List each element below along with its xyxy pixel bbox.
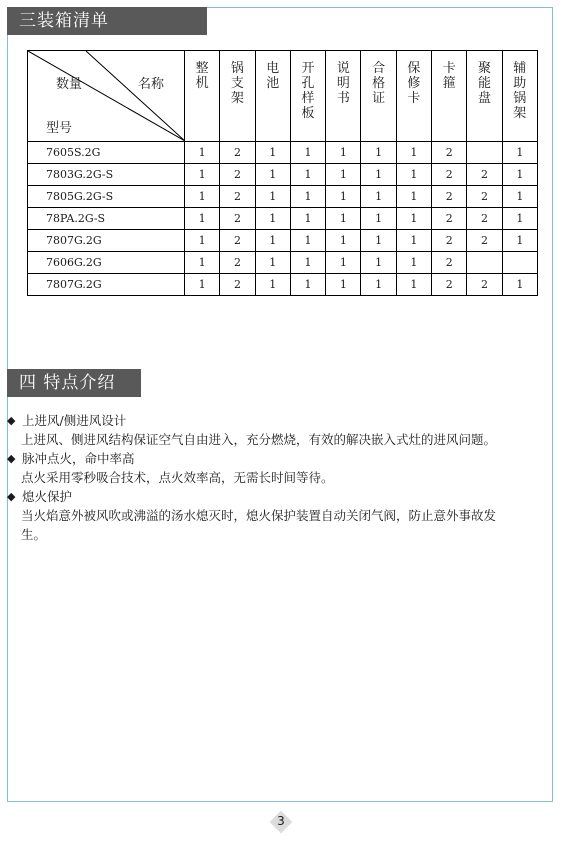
quantity-cell: 1 [255, 230, 290, 252]
quantity-cell: 1 [255, 274, 290, 296]
table-row [28, 164, 538, 186]
quantity-cell: 2 [467, 208, 502, 230]
feature-title: 上进风/侧进风设计 [22, 413, 127, 428]
quantity-cell: 2 [432, 230, 467, 252]
packing-list-header: 三装箱清单 [7, 7, 207, 35]
quantity-cell: 2 [220, 230, 255, 252]
corner-label-name: 名称 [138, 77, 165, 92]
table-row [28, 208, 538, 230]
quantity-cell: 2 [432, 208, 467, 230]
quantity-cell: 1 [326, 230, 361, 252]
quantity-cell: 1 [290, 164, 325, 186]
quantity-cell: 1 [361, 274, 396, 296]
quantity-cell [502, 252, 537, 274]
column-header: 合格证 [361, 51, 396, 142]
diamond-bullet-icon: ◆ [7, 414, 16, 427]
corner-label-model: 型号 [46, 121, 73, 136]
quantity-cell: 1 [361, 252, 396, 274]
quantity-cell: 1 [185, 186, 220, 208]
quantity-cell: 1 [255, 208, 290, 230]
column-header: 锅支架 [220, 51, 255, 142]
quantity-cell: 2 [220, 186, 255, 208]
quantity-cell: 1 [361, 208, 396, 230]
column-header: 卡箍 [432, 51, 467, 142]
quantity-cell: 1 [290, 186, 325, 208]
page-number: 3 [270, 811, 292, 833]
quantity-cell: 1 [502, 186, 537, 208]
corner-label-quantity: 数量 [56, 77, 83, 92]
model-cell: 7803G.2G-S [28, 164, 185, 186]
feature-description: 当火焰意外被风吹或沸溢的汤水熄灭时，熄火保护装置自动关闭气阀，防止意外事故发生。 [21, 508, 497, 542]
table-corner-header [28, 51, 185, 142]
model-cell: 7807G.2G [28, 230, 185, 252]
quantity-cell: 1 [185, 274, 220, 296]
feature-item [7, 411, 517, 449]
quantity-cell: 1 [290, 208, 325, 230]
feature-item [7, 487, 517, 544]
quantity-cell: 1 [185, 142, 220, 164]
quantity-cell: 1 [255, 252, 290, 274]
quantity-cell: 2 [467, 230, 502, 252]
quantity-cell: 1 [326, 186, 361, 208]
quantity-cell: 1 [502, 164, 537, 186]
quantity-cell: 2 [467, 164, 502, 186]
quantity-cell: 1 [185, 164, 220, 186]
column-header: 辅助锅架 [502, 51, 537, 142]
feature-item [7, 449, 517, 487]
quantity-cell: 2 [432, 186, 467, 208]
quantity-cell: 1 [185, 230, 220, 252]
table-row [28, 142, 538, 164]
quantity-cell: 1 [396, 208, 431, 230]
quantity-cell: 1 [185, 208, 220, 230]
quantity-cell: 2 [220, 142, 255, 164]
quantity-cell: 2 [432, 252, 467, 274]
table-row [28, 186, 538, 208]
column-header: 电池 [255, 51, 290, 142]
quantity-cell: 2 [467, 274, 502, 296]
quantity-cell: 1 [361, 142, 396, 164]
table-row [28, 274, 538, 296]
feature-description: 上进风、侧进风结构保证空气自由进入，充分燃烧，有效的解决嵌入式灶的进风问题。 [21, 432, 497, 447]
quantity-cell: 1 [396, 186, 431, 208]
quantity-cell: 1 [185, 252, 220, 274]
quantity-cell: 1 [502, 230, 537, 252]
quantity-cell: 1 [290, 142, 325, 164]
quantity-cell: 1 [255, 164, 290, 186]
quantity-cell: 2 [432, 142, 467, 164]
quantity-cell: 1 [361, 230, 396, 252]
column-header: 说明书 [326, 51, 361, 142]
quantity-cell: 1 [502, 274, 537, 296]
quantity-cell: 1 [396, 252, 431, 274]
column-header: 开孔样板 [290, 51, 325, 142]
model-cell: 7807G.2G [28, 274, 185, 296]
features-list [7, 411, 517, 544]
quantity-cell: 1 [396, 274, 431, 296]
quantity-cell: 2 [467, 186, 502, 208]
quantity-cell: 1 [361, 164, 396, 186]
diamond-bullet-icon: ◆ [7, 452, 16, 465]
model-cell: 7606G.2G [28, 252, 185, 274]
quantity-cell: 1 [396, 164, 431, 186]
table-row [28, 230, 538, 252]
quantity-cell: 1 [396, 142, 431, 164]
quantity-cell: 1 [290, 230, 325, 252]
quantity-cell: 1 [255, 142, 290, 164]
table-row [28, 252, 538, 274]
quantity-cell: 1 [396, 230, 431, 252]
quantity-cell: 1 [290, 252, 325, 274]
features-header: 四 特点介绍 [7, 369, 141, 397]
quantity-cell: 2 [220, 208, 255, 230]
diamond-bullet-icon: ◆ [7, 490, 16, 503]
quantity-cell: 2 [220, 252, 255, 274]
quantity-cell: 2 [432, 164, 467, 186]
column-header: 聚能盘 [467, 51, 502, 142]
quantity-cell: 1 [326, 142, 361, 164]
quantity-cell: 1 [326, 208, 361, 230]
quantity-cell: 2 [220, 164, 255, 186]
quantity-cell: 1 [502, 208, 537, 230]
model-cell: 78PA.2G-S [28, 208, 185, 230]
feature-title: 熄火保护 [22, 489, 73, 504]
quantity-cell: 1 [255, 186, 290, 208]
quantity-cell: 1 [361, 186, 396, 208]
quantity-cell [467, 142, 502, 164]
packing-list-table [27, 50, 538, 296]
column-header: 整机 [185, 51, 220, 142]
column-header: 保修卡 [396, 51, 431, 142]
quantity-cell: 1 [326, 164, 361, 186]
quantity-cell: 1 [290, 274, 325, 296]
quantity-cell: 2 [432, 274, 467, 296]
feature-title: 脉冲点火，命中率高 [22, 451, 135, 466]
quantity-cell: 1 [502, 142, 537, 164]
quantity-cell: 1 [326, 274, 361, 296]
quantity-cell [467, 252, 502, 274]
model-cell: 7805G.2G-S [28, 186, 185, 208]
quantity-cell: 2 [220, 274, 255, 296]
model-cell: 7605S.2G [28, 142, 185, 164]
quantity-cell: 1 [326, 252, 361, 274]
feature-description: 点火采用零秒吸合技术，点火效率高，无需长时间等待。 [21, 470, 334, 485]
